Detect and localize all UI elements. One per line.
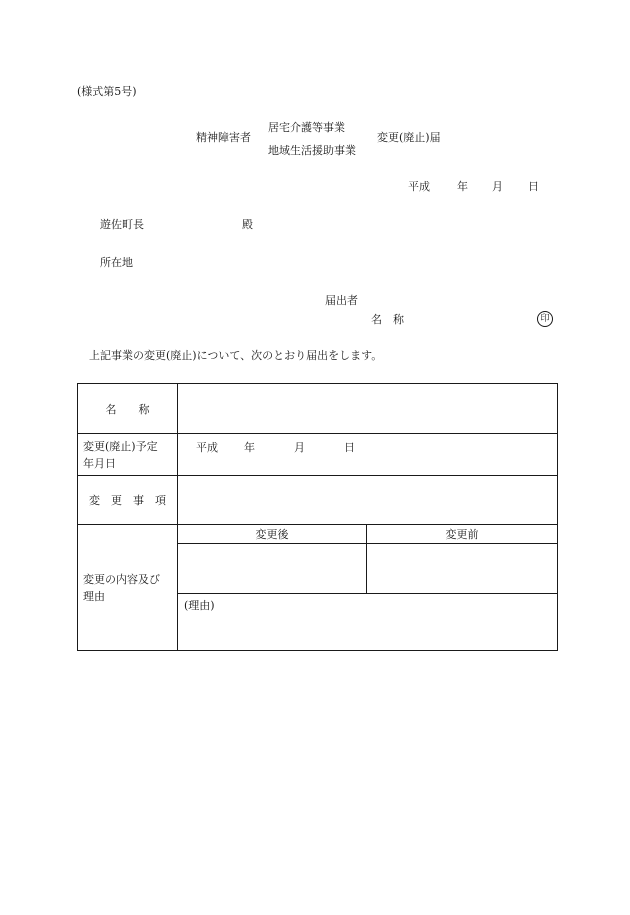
name-field[interactable] (178, 384, 558, 434)
date-era: 平成 (408, 180, 430, 193)
before-header: 変更前 (367, 525, 558, 544)
items-field[interactable] (178, 476, 558, 525)
items-cell-label: 変 更 事 項 (78, 476, 178, 525)
table-row-name (78, 384, 558, 434)
address-label: 所在地 (100, 256, 133, 269)
table-row-items (78, 476, 558, 525)
date-year: 年 (457, 180, 468, 193)
addressee-name: 遊佐町長 (100, 218, 144, 231)
form-table (77, 383, 558, 651)
date-day: 日 (528, 180, 539, 193)
content-cell-label (78, 525, 178, 651)
table-row-date (78, 434, 558, 476)
content-label-line2: 理由 (83, 589, 105, 603)
reason-label: (理由) (184, 599, 215, 612)
after-field[interactable] (178, 544, 367, 594)
reason-field[interactable] (178, 594, 558, 651)
date-value-month: 月 (294, 441, 305, 454)
date-month: 月 (492, 180, 503, 193)
date-value (196, 441, 355, 454)
addressee-honorific: 殿 (242, 218, 253, 231)
date-label-line1: 変更(廃止)予定 (83, 439, 158, 453)
date-value-year: 年 (244, 441, 255, 454)
seal-mark: 印 (537, 311, 553, 327)
statement: 上記事業の変更(廃止)について、次のとおり届出をします。 (89, 349, 383, 362)
content-label-line1: 変更の内容及び (83, 572, 160, 586)
title-service-line1: 居宅介護等事業 (268, 121, 345, 134)
date-field[interactable] (178, 434, 558, 476)
name-cell-label: 名 称 (78, 384, 178, 434)
date-cell-label (78, 434, 178, 476)
title-suffix: 変更(廃止)届 (377, 131, 441, 144)
date-label-line2: 年月日 (83, 456, 116, 470)
filer-label: 届出者 (325, 294, 358, 307)
name-label: 名 称 (371, 313, 404, 326)
table-row-headers (78, 525, 558, 544)
title-prefix: 精神障害者 (196, 131, 251, 144)
date-value-day: 日 (344, 441, 355, 454)
date-value-era: 平成 (196, 441, 218, 454)
form-number: (様式第5号) (77, 85, 137, 98)
after-header: 変更後 (178, 525, 367, 544)
title-service-line2: 地域生活援助事業 (268, 144, 356, 157)
before-field[interactable] (367, 544, 558, 594)
